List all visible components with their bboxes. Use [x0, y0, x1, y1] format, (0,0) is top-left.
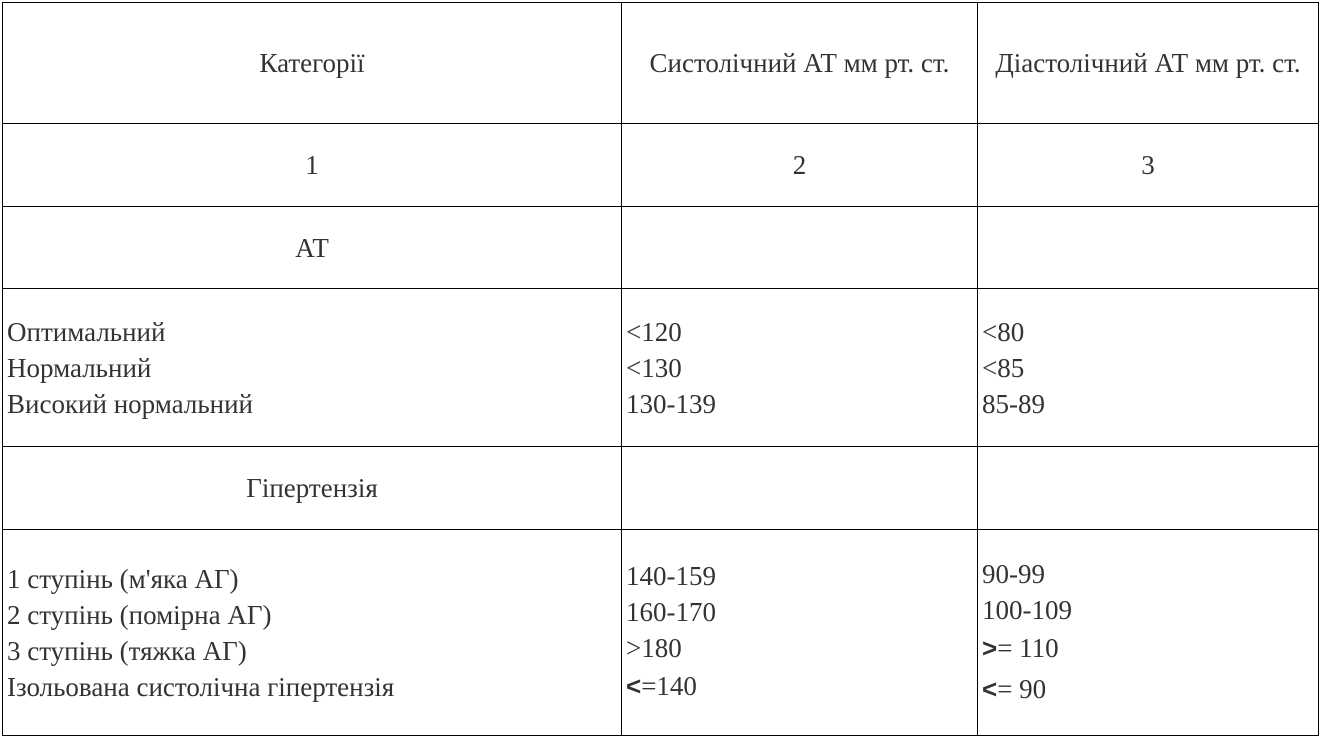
systolic-isolated-value: =140 [641, 671, 697, 701]
diastolic-normal: <85 [982, 352, 1025, 383]
category-optimal: Оптимальний [7, 316, 166, 347]
systolic-optimal: <120 [626, 316, 682, 347]
diastolic-grade-3-value: = 110 [997, 632, 1059, 663]
section-hypertension-title: Гіпертензія [3, 447, 622, 530]
less-than-symbol: < [626, 671, 642, 701]
systolic-isolated [626, 666, 973, 707]
header-row [3, 3, 1319, 124]
column-number-3: 3 [978, 124, 1319, 207]
header-category: Категорії [3, 3, 622, 124]
systolic-normal: <130 [626, 352, 682, 383]
diastolic-grade-3 [982, 628, 1314, 669]
category-grade-1: 1 ступінь (м'яка АГ) [7, 563, 239, 594]
systolic-grade-3: >180 [626, 633, 682, 663]
section-at-title: АТ [3, 207, 622, 289]
section-at-diastolic [978, 289, 1319, 447]
column-number-2: 2 [622, 124, 978, 207]
section-at-systolic [622, 289, 978, 447]
diastolic-optimal: <80 [982, 316, 1025, 347]
section-hypertension-diastolic [978, 530, 1319, 736]
diastolic-isolated [982, 669, 1314, 710]
category-isolated-systolic: Ізольована систолічна гіпертензія [7, 671, 395, 702]
systolic-high-normal: 130-139 [626, 388, 716, 419]
section-hypertension-systolic [622, 530, 978, 736]
empty-cell [978, 207, 1319, 289]
systolic-grade-2: 160-170 [626, 597, 716, 627]
section-hypertension-title-row [3, 447, 1319, 530]
column-number-row [3, 124, 1319, 207]
greater-than-symbol: > [982, 632, 998, 663]
section-at-title-row [3, 207, 1319, 289]
diastolic-high-normal: 85-89 [982, 388, 1045, 419]
section-at-values-row [3, 289, 1319, 447]
column-number-1: 1 [3, 124, 622, 207]
empty-cell [978, 447, 1319, 530]
less-than-symbol: < [982, 673, 998, 704]
diastolic-grade-2: 100-109 [982, 594, 1072, 625]
category-high-normal: Високий нормальний [7, 388, 254, 419]
category-grade-2: 2 ступінь (помірна АГ) [7, 599, 272, 630]
systolic-grade-1: 140-159 [626, 561, 716, 591]
category-normal: Нормальний [7, 352, 152, 383]
diastolic-grade-1: 90-99 [982, 558, 1045, 589]
diastolic-isolated-value: = 90 [997, 673, 1047, 704]
header-systolic: Систолічний АТ мм рт. ст. [622, 3, 978, 124]
header-diastolic: Діастолічний АТ мм рт. ст. [978, 3, 1319, 124]
category-grade-3: 3 ступінь (тяжка АГ) [7, 635, 247, 666]
section-hypertension-categories [3, 530, 622, 736]
empty-cell [622, 207, 978, 289]
section-at-categories [3, 289, 622, 447]
empty-cell [622, 447, 978, 530]
blood-pressure-table [2, 2, 1319, 736]
section-hypertension-values-row [3, 530, 1319, 736]
